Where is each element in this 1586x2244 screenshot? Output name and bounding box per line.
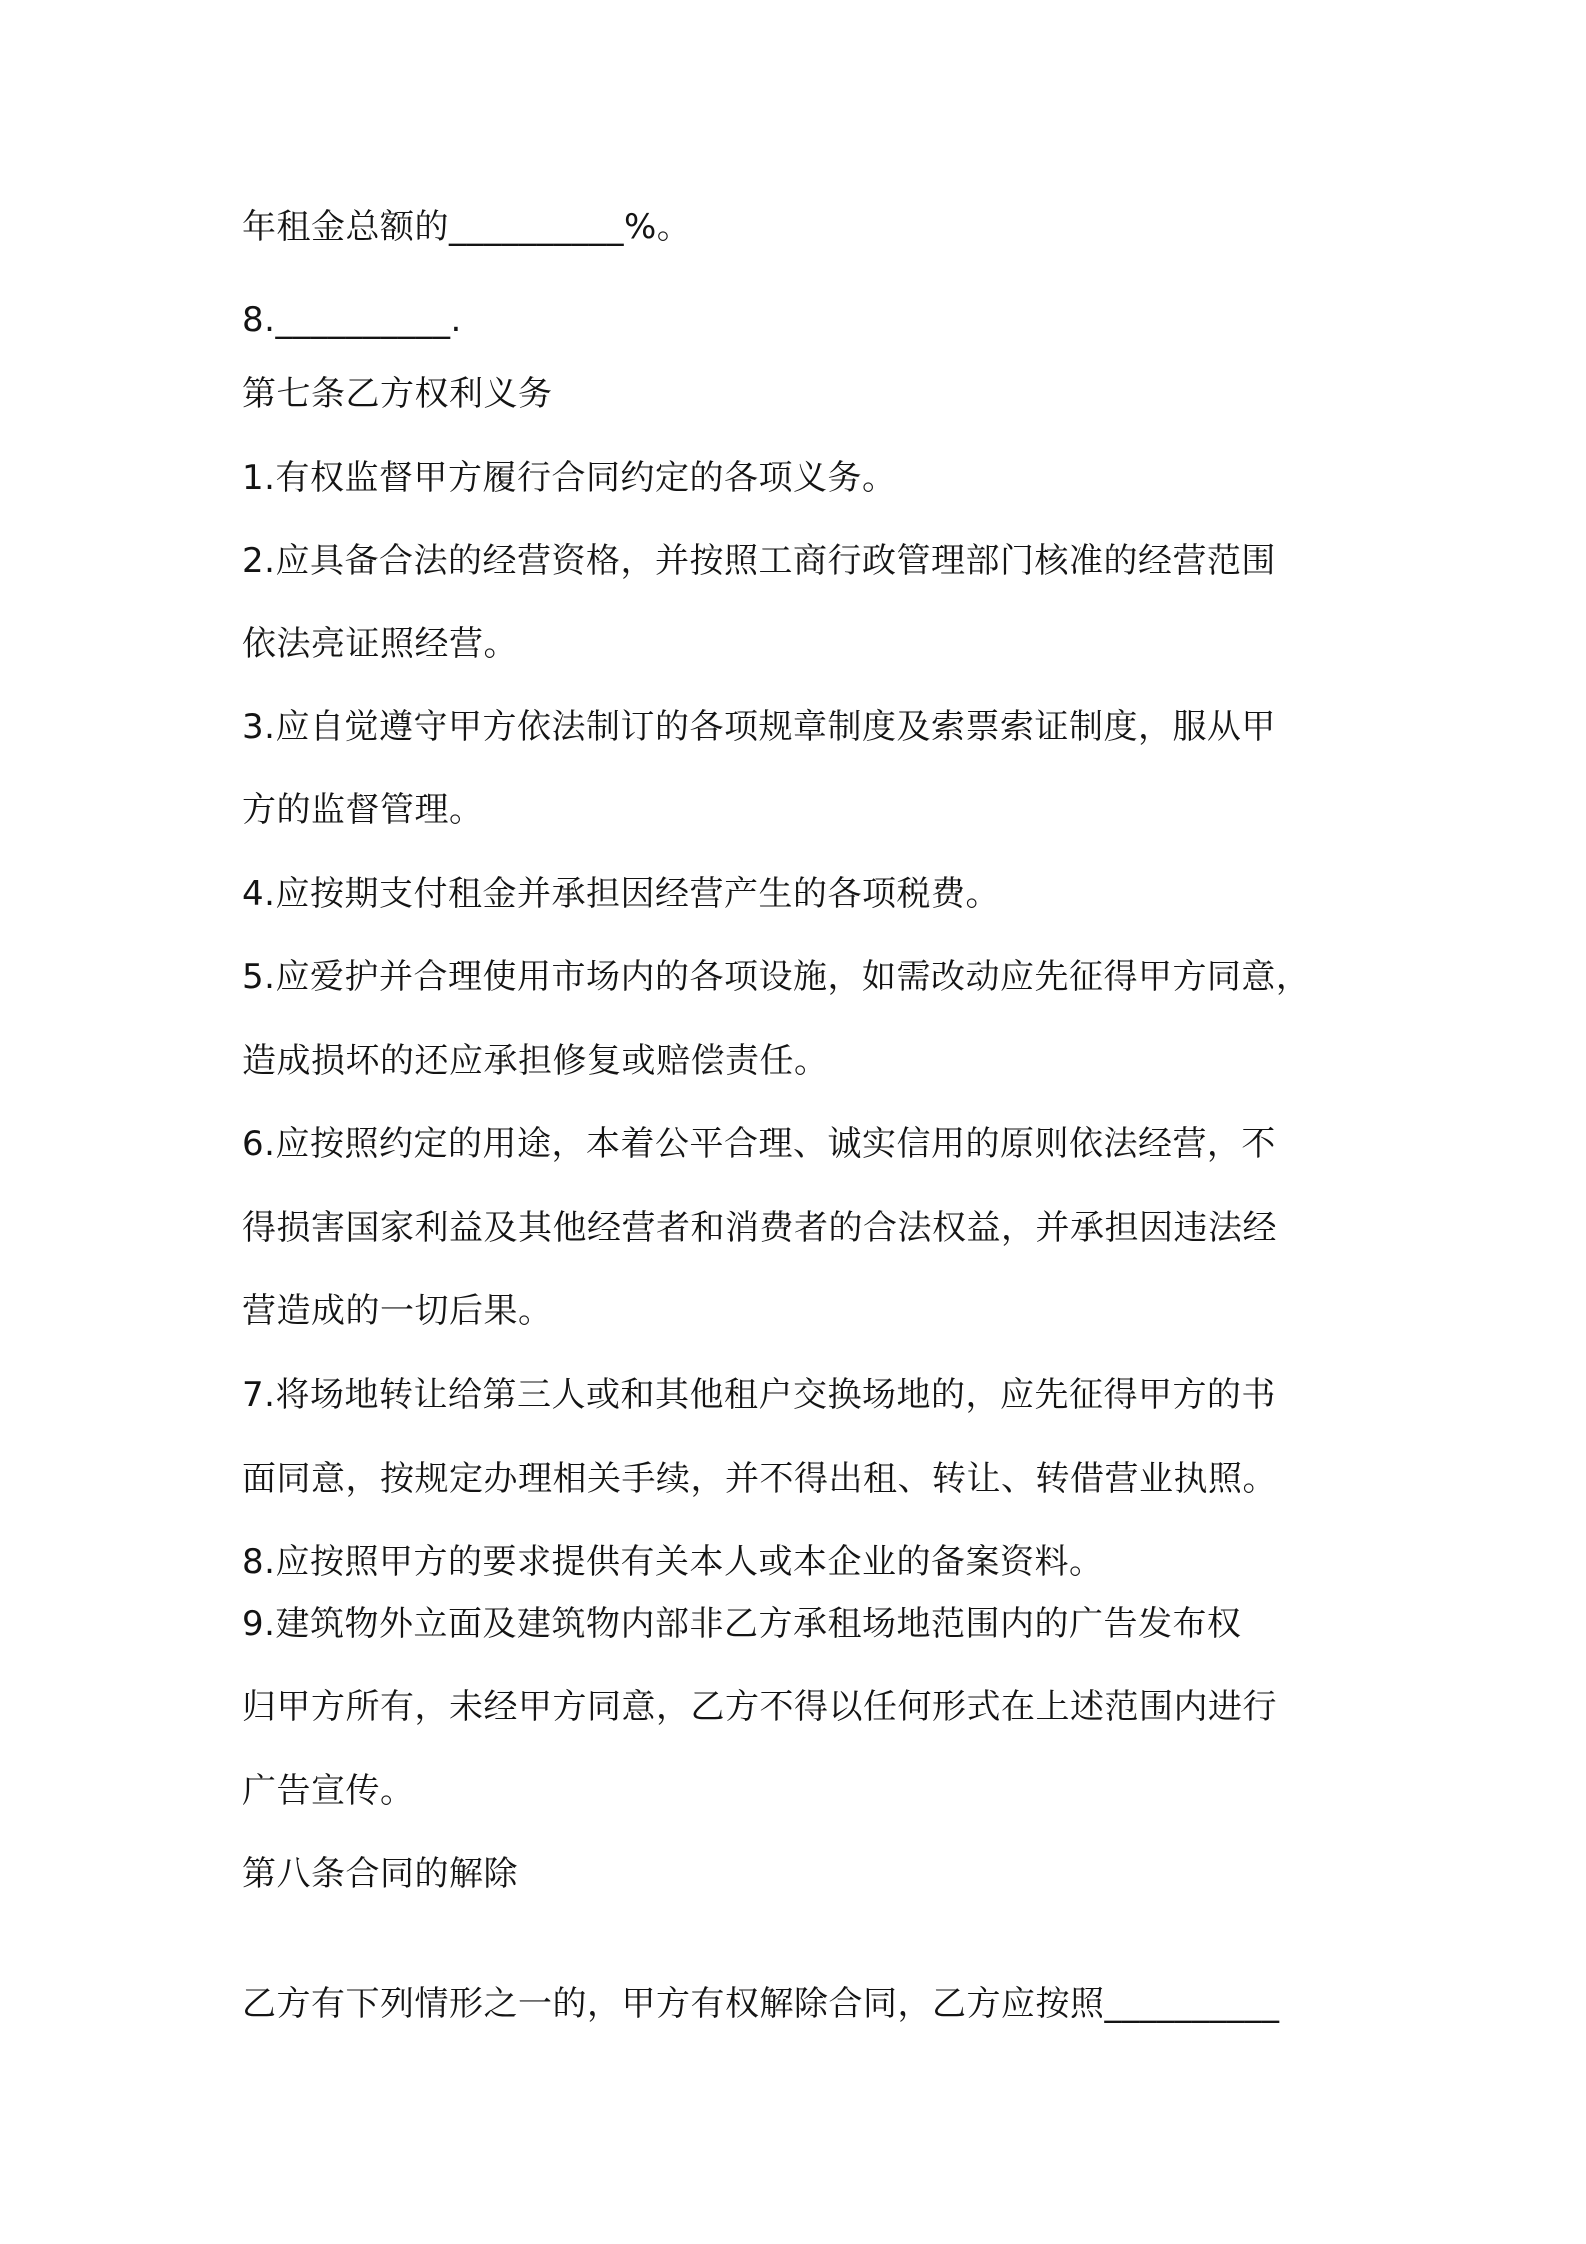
text-line: 4.应按期支付租金并承担因经营产生的各项税费。 (242, 874, 1000, 914)
text-line: 8.__________. (242, 300, 462, 340)
text-line: 1.有权监督甲方履行合同约定的各项义务。 (242, 458, 897, 498)
text-line: 广告宣传。 (242, 1771, 415, 1811)
text-line: 归甲方所有，未经甲方同意，乙方不得以任何形式在上述范围内进行 (242, 1687, 1277, 1727)
text-line: 2.应具备合法的经营资格，并按照工商行政管理部门核准的经营范围 (242, 541, 1276, 581)
text-line: 造成损坏的还应承担修复或赔偿责任。 (242, 1041, 829, 1081)
section-heading: 第八条合同的解除 (242, 1854, 518, 1894)
text-line: 5.应爱护并合理使用市场内的各项设施，如需改动应先征得甲方同意， (242, 957, 1311, 997)
text-line: 7.将场地转让给第三人或和其他租户交换场地的，应先征得甲方的书 (242, 1375, 1276, 1415)
text-line: 乙方有下列情形之一的，甲方有权解除合同，乙方应按照__________ (242, 1984, 1280, 2024)
text-line: 营造成的一切后果。 (242, 1291, 553, 1331)
text-line: 6.应按照约定的用途，本着公平合理、诚实信用的原则依法经营，不 (242, 1124, 1276, 1164)
text-line: 年租金总额的__________%。 (242, 207, 692, 247)
text-line: 3.应自觉遵守甲方依法制订的各项规章制度及索票索证制度，服从甲 (242, 707, 1276, 747)
text-line: 9.建筑物外立面及建筑物内部非乙方承租场地范围内的广告发布权 (242, 1604, 1242, 1644)
text-line: 方的监督管理。 (242, 790, 484, 830)
text-line: 面同意，按规定办理相关手续，并不得出租、转让、转借营业执照。 (242, 1459, 1277, 1499)
text-line: 8.应按照甲方的要求提供有关本人或本企业的备案资料。 (242, 1542, 1104, 1582)
section-heading: 第七条乙方权利义务 (242, 374, 553, 414)
text-line: 得损害国家利益及其他经营者和消费者的合法权益，并承担因违法经 (242, 1208, 1277, 1248)
text-line: 依法亮证照经营。 (242, 624, 518, 664)
